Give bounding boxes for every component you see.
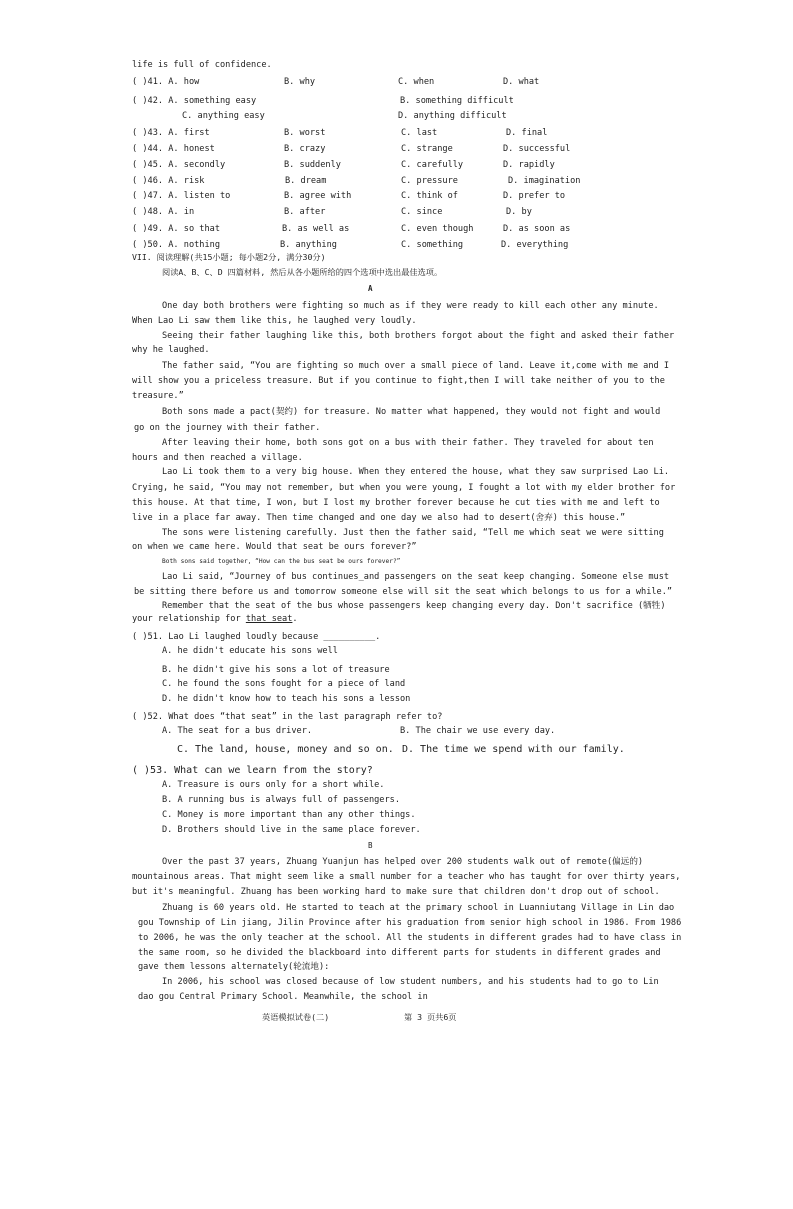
question-number: 49: [147, 224, 158, 234]
option-d: D. as soon as: [503, 224, 571, 234]
passage-line: the same room, so he divided the blackboard into different parts for students in different grades and: [138, 948, 661, 958]
option-c: C. The land, house, money and so on.: [177, 744, 394, 755]
passage-line: Zhuang is 60 years old. He started to teach at the primary school in Luanniutang Village in Lin dao: [162, 903, 675, 913]
passage-line: Crying, he said, “You may not remember, but when you were young, I fought a lot with my elder brother for: [132, 483, 676, 493]
passage-line: live in a place far away. Then time changed and one day we also had to desert(舍弃) this house.”: [132, 513, 626, 523]
passage-line: After leaving their home, both sons got on a bus with their father. They traveled for about ten: [162, 438, 654, 448]
option-d: D. by: [506, 207, 532, 217]
question-50: ( )50. A. nothing: [132, 240, 220, 250]
passage-line: Both sons made a pact(契约) for treasure. No matter what happened, they would not fight and would: [162, 407, 661, 417]
passage-line: Lao Li took them to a very big house. When they entered the house, what they saw surprised Lao Li.: [162, 467, 670, 477]
option-b: B. why: [284, 77, 316, 87]
option-b: B. something difficult: [400, 96, 514, 106]
passage-line: Remember that the seat of the bus whose passengers keep changing every day. Don't sacrifice (牺牲): [162, 601, 666, 611]
option-b: B. dream: [285, 176, 327, 186]
passage-line: When Lao Li saw them like this, he laughed very loudly.: [132, 316, 417, 326]
option-b: B. he didn't give his sons a lot of treasure: [162, 665, 390, 675]
option-b: B. suddenly: [284, 160, 341, 170]
option-c: C. something: [401, 240, 464, 250]
passage-line: on when we came here. Would that seat be ours forever?”: [132, 542, 417, 552]
passage-line: be sitting there before us and tomorrow someone else will sit the seat which belongs to us for a while.”: [134, 587, 673, 597]
option-c: C. even though: [401, 224, 474, 234]
passage-line: this house. At that time, I won, but I lost my brother forever because he cut ties with me and left to: [132, 498, 660, 508]
question-52-stem: ( )52. What does “that seat” in the last paragraph refer to?: [132, 712, 443, 722]
passage-line-start: your relationship for: [132, 614, 241, 624]
option-b: B. as well as: [282, 224, 350, 234]
passage-last-line: [132, 614, 298, 625]
option-c: C. since: [401, 207, 443, 217]
passage-line: The sons were listening carefully. Just then the father said, “Tell me which seat we were sitting: [162, 528, 664, 538]
option-d: D. Brothers should live in the same place forever.: [162, 825, 421, 835]
option-c: C. pressure: [401, 176, 458, 186]
option-d: D. what: [503, 77, 540, 87]
that-seat-underlined: that seat: [245, 614, 293, 624]
option-a: A. first: [168, 128, 210, 138]
option-d: D. anything difficult: [398, 111, 507, 121]
section-heading: VII. 阅读理解(共15小题; 每小题2分, 满分30分): [132, 252, 326, 262]
passage-a-label: A: [368, 284, 373, 293]
period: .: [292, 614, 298, 624]
passage-line: Lao Li said, “Journey of bus continues_and passengers on the seat keep changing. Someone else must: [162, 572, 670, 582]
option-a: A. Treasure is ours only for a short while.: [162, 780, 385, 790]
passage-line: go on the journey with their father.: [134, 423, 321, 433]
question-41: ( )41. A. how: [132, 77, 200, 87]
option-a: A. nothing: [168, 240, 220, 250]
option-c: C. when: [398, 77, 435, 87]
option-a: A. secondly: [168, 160, 226, 170]
option-c: C. carefully: [401, 160, 464, 170]
option-c: C. last: [401, 128, 438, 138]
passage-line: The father said, “You are fighting so much over a small piece of land. Leave it,come with me and I: [162, 361, 670, 371]
question-48: ( )48. A. in: [132, 207, 195, 217]
passage-line: gave them lessons alternately(轮流地):: [138, 962, 330, 972]
option-a: A. he didn't educate his sons well: [162, 646, 338, 656]
option-d: D. prefer to: [503, 191, 566, 201]
question-43: ( )43. A. first: [132, 128, 210, 138]
option-b: B. agree with: [284, 191, 352, 201]
question-number: 45: [147, 160, 158, 170]
option-a: A. something easy: [168, 96, 257, 106]
question-number: 44: [147, 144, 158, 154]
option-b: B. A running bus is always full of passengers.: [162, 795, 400, 805]
question-53-stem: ( )53. What can we learn from the story?: [132, 765, 373, 776]
question-51-stem: ( )51. Lao Li laughed loudly because __________.: [132, 632, 381, 642]
option-b: B. anything: [280, 240, 337, 250]
passage-line: mountainous areas. That might seem like a small number for a teacher who has taught for over thirty years,: [132, 872, 681, 882]
section-instruction: 阅读A、B、C、D 四篇材料, 然后从各小题所给的四个选项中选出最佳选项。: [162, 267, 443, 277]
option-b: B. crazy: [284, 144, 326, 154]
option-c: C. he found the sons fought for a piece of land: [162, 679, 406, 689]
option-d: D. successful: [503, 144, 571, 154]
option-b: B. after: [284, 207, 326, 217]
question-46: ( )46. A. risk: [132, 176, 205, 186]
option-d: D. final: [506, 128, 548, 138]
option-d: D. imagination: [508, 176, 581, 186]
passage-line: treasure.”: [132, 391, 184, 401]
footer-title: 英语模拟试卷(二): [262, 1012, 330, 1022]
option-c: C. anything easy: [182, 111, 265, 121]
question-47: ( )47. A. listen to: [132, 191, 231, 201]
question-number: 48: [147, 207, 158, 217]
option-d: D. The time we spend with our family.: [402, 744, 625, 755]
footer-page-number: 第 3 页共6页: [404, 1012, 457, 1022]
question-number: 42: [147, 96, 158, 106]
option-a: A. in: [168, 207, 195, 217]
option-b: B. worst: [284, 128, 326, 138]
passage-line: Over the past 37 years, Zhuang Yuanjun has helped over 200 students walk out of remote(偏远的): [162, 857, 644, 867]
option-b: B. The chair we use every day.: [400, 726, 556, 736]
option-a: A. listen to: [168, 191, 231, 201]
question-45: ( )45. A. secondly: [132, 160, 226, 170]
passage-line: gou Township of Lin jiang, Jilin Province after his graduation from senior high school in 1986. From 1986: [138, 918, 682, 928]
option-d: D. he didn't know how to teach his sons a lesson: [162, 694, 411, 704]
passage-line: Both sons said together, “How can the bus seat be ours forever?”: [162, 558, 401, 565]
option-c: C. think of: [401, 191, 458, 201]
passage-line: but it's meaningful. Zhuang has been working hard to make sure that children don't drop out of school.: [132, 887, 660, 897]
question-42: ( )42. A. something easy: [132, 96, 257, 106]
question-number: 50: [147, 240, 158, 250]
question-number: 43: [147, 128, 158, 138]
option-d: D. everything: [501, 240, 569, 250]
option-a: A. The seat for a bus driver.: [162, 726, 313, 736]
question-number: 46: [147, 176, 158, 186]
passage-line: will show you a priceless treasure. But if you continue to fight,then I will take neither of you to the: [132, 376, 665, 386]
option-d: D. rapidly: [503, 160, 555, 170]
passage-line: hours and then reached a village.: [132, 453, 303, 463]
passage-b-label: B: [368, 841, 373, 850]
option-c: C. strange: [401, 144, 453, 154]
question-number: 47: [147, 191, 158, 201]
option-c: C. Money is more important than any other things.: [162, 810, 416, 820]
passage-line: why he laughed.: [132, 345, 210, 355]
intro-line: life is full of confidence.: [132, 60, 272, 70]
question-number: 41: [147, 77, 158, 87]
option-a: A. so that: [168, 224, 220, 234]
passage-line: dao gou Central Primary School. Meanwhile, the school in: [138, 992, 428, 1002]
option-a: A. risk: [168, 176, 205, 186]
passage-line: In 2006, his school was closed because of low student numbers, and his students had to go to Lin: [162, 977, 659, 987]
passage-line: to 2006, he was the only teacher at the school. All the students in different grades had to have class in: [138, 933, 682, 943]
passage-line: One day both brothers were fighting so much as if they were ready to kill each other any minute.: [162, 301, 659, 311]
passage-line: Seeing their father laughing like this, both brothers forgot about the fight and asked their father: [162, 331, 675, 341]
option-a: A. how: [168, 77, 200, 87]
question-49: ( )49. A. so that: [132, 224, 220, 234]
question-44: ( )44. A. honest: [132, 144, 215, 154]
option-a: A. honest: [168, 144, 215, 154]
